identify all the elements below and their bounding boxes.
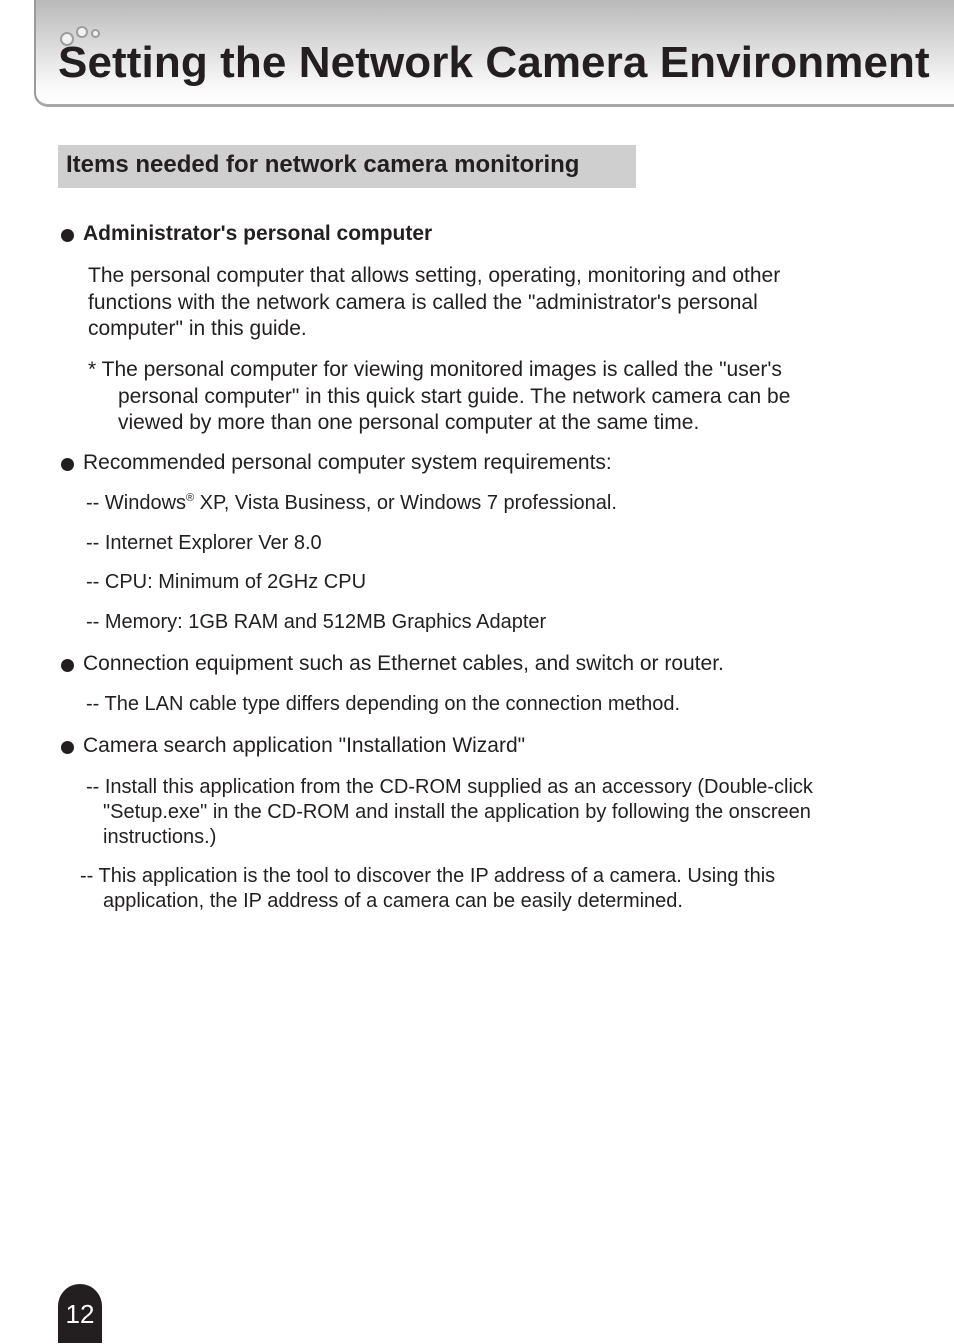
admin-pc-note-line: viewed by more than one personal computer at the same time. <box>118 411 700 434</box>
requirement-browser: -- Internet Explorer Ver 8.0 <box>86 532 322 554</box>
bullet-icon <box>61 741 74 754</box>
connection-note: -- The LAN cable type differs depending on the connection method. <box>86 693 681 715</box>
section-heading: Items needed for network camera monitoring <box>58 145 636 188</box>
search-app-install-note <box>86 775 813 850</box>
install-note-line: instructions.) <box>103 826 217 848</box>
requirement-os-prefix: -- Windows <box>86 492 187 514</box>
admin-pc-note-line: personal computer" in this quick start guide. The network camera can be <box>118 384 791 408</box>
search-app-tool-note <box>80 864 775 914</box>
requirement-memory: -- Memory: 1GB RAM and 512MB Graphics Adapter <box>86 611 547 633</box>
admin-pc-desc-line: The personal computer that allows setting, operating, monitoring and other <box>88 264 781 287</box>
connection-title: Connection equipment such as Ethernet cables, and switch or router. <box>83 652 724 675</box>
install-note-line: "Setup.exe" in the CD-ROM and install the application by following the onscreen <box>103 801 811 823</box>
page-title: Setting the Network Camera Environment <box>58 38 930 87</box>
page-number: 12 <box>58 1284 102 1343</box>
admin-pc-desc-line: functions with the network camera is called the "administrator's personal <box>88 290 758 314</box>
requirements-title: Recommended personal computer system requirements: <box>83 451 612 474</box>
bullet-icon <box>61 458 74 471</box>
tool-note-line: -- This application is the tool to discover the IP address of a camera. Using this <box>80 865 776 887</box>
search-app-title: Camera search application "Installation Wizard" <box>83 734 526 757</box>
requirement-cpu: -- CPU: Minimum of 2GHz CPU <box>86 571 367 593</box>
requirement-os <box>86 492 617 515</box>
requirement-os-suffix: XP, Vista Business, or Windows 7 professional. <box>194 492 617 514</box>
admin-pc-note <box>88 357 790 437</box>
admin-pc-description <box>88 263 780 343</box>
install-note-line: -- Install this application from the CD-ROM supplied as an accessory (Double-click <box>86 776 813 798</box>
admin-pc-note-line: * The personal computer for viewing monitored images is called the "user's <box>88 358 782 381</box>
bullet-icon <box>61 229 74 242</box>
admin-pc-title: Administrator's personal computer <box>83 222 433 245</box>
admin-pc-desc-line: computer" in this guide. <box>88 317 307 340</box>
tool-note-line: application, the IP address of a camera can be easily determined. <box>103 890 683 912</box>
registered-mark: ® <box>186 492 195 504</box>
bullet-icon <box>61 659 74 672</box>
